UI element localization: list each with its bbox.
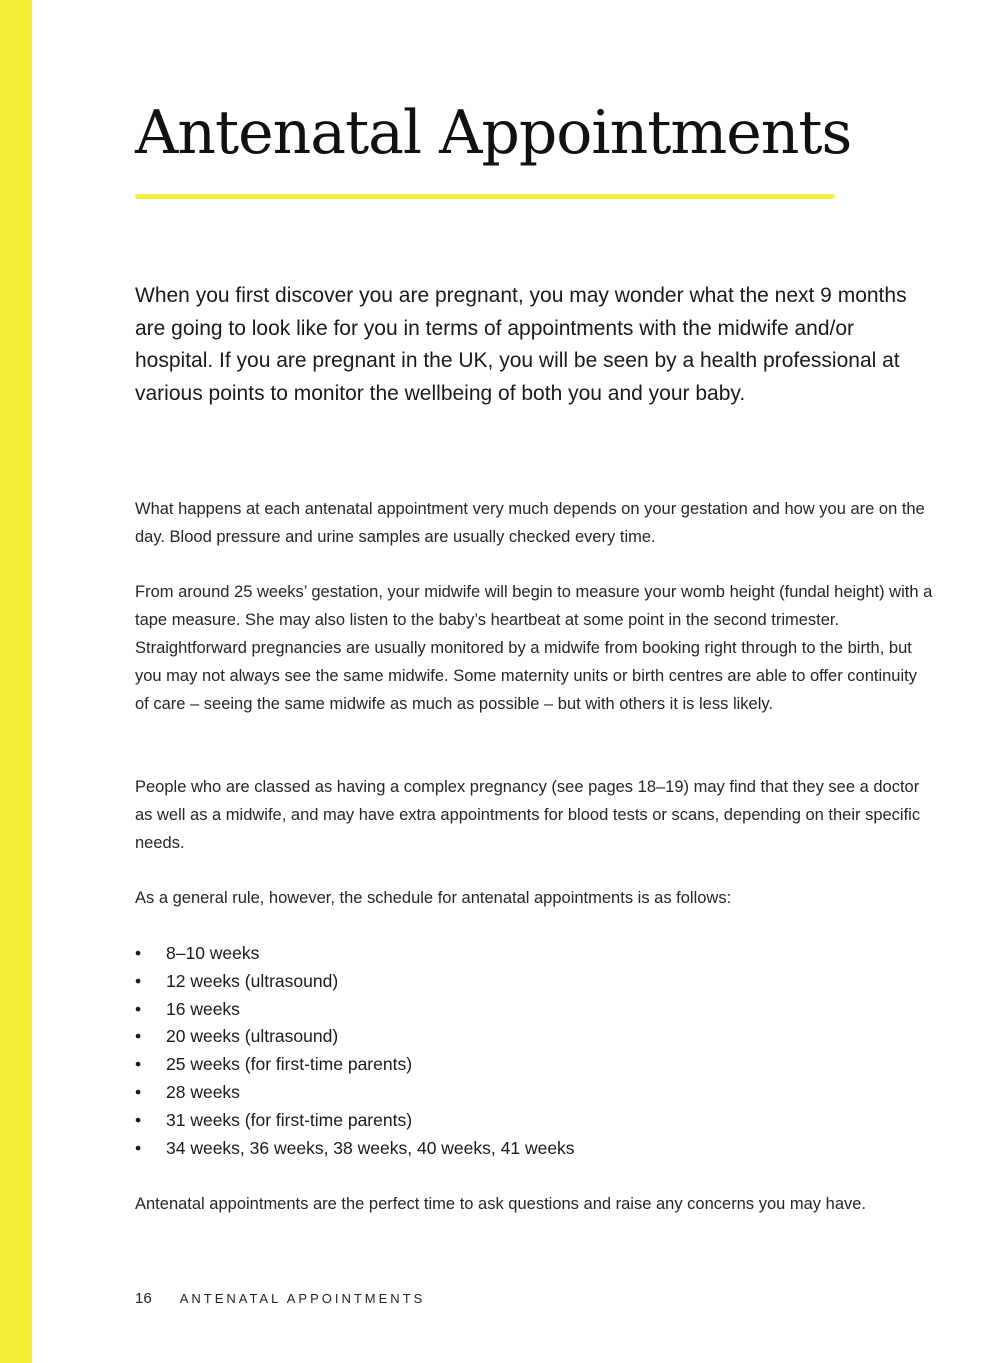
list-item-text: 31 weeks (for first-time parents) — [166, 1109, 413, 1130]
bullet-icon: • — [135, 1081, 142, 1102]
bullet-icon: • — [135, 998, 142, 1019]
body-paragraph-4: As a general rule, however, the schedule for antenatal appointments is as follows: — [135, 889, 732, 907]
page-title: Antenatal Appointments — [135, 98, 852, 168]
yellow-side-strip — [0, 0, 32, 1363]
list-item — [135, 968, 575, 996]
list-item — [135, 1023, 575, 1051]
list-item-text: 20 weeks (ultrasound) — [166, 1026, 339, 1047]
list-item — [135, 1051, 575, 1079]
page-footer — [135, 1290, 425, 1307]
title-underline — [135, 194, 835, 199]
list-item — [135, 1107, 575, 1135]
list-item — [135, 996, 575, 1024]
list-item — [135, 1079, 575, 1107]
bullet-icon: • — [135, 1026, 142, 1047]
bullet-icon: • — [135, 1109, 142, 1130]
list-item-text: 8–10 weeks — [166, 943, 260, 963]
list-item — [135, 1135, 575, 1163]
bullet-icon: • — [135, 1137, 142, 1158]
list-item-text: 12 weeks (ultrasound) — [166, 970, 339, 991]
list-item-text: 16 weeks — [166, 998, 240, 1019]
list-item-text: 28 weeks — [166, 1081, 240, 1102]
body-paragraph-1: What happens at each antenatal appointment very much depends on your gestation and how you are on the day. Blood pressure and urine samples are usually checked every time. — [135, 500, 925, 546]
page-number: 16 — [135, 1290, 152, 1307]
closing-paragraph: Antenatal appointments are the perfect time to ask questions and raise any concerns you may have. — [135, 1195, 867, 1213]
bullet-icon: • — [135, 943, 142, 963]
running-section-title: ANTENATAL APPOINTMENTS — [179, 1291, 426, 1306]
body-paragraph-2: From around 25 weeks’ gestation, your midwife will begin to measure your womb height (fundal height) with a tape measure. She may also listen to the baby’s heartbeat at some point in the second trimester. Straightforward pregnancies are usually monitored by a midwife from booking right through to the birth, but you may not always see the same midwife. Some maternity units or birth centres are able to offer continuity of care – seeing the same midwife as much as possible – but with others it is less likely. — [135, 583, 933, 713]
appointment-schedule-list — [135, 940, 575, 1162]
list-item-text: 25 weeks (for first-time parents) — [166, 1054, 413, 1075]
list-item — [135, 940, 575, 968]
body-paragraph-3: People who are classed as having a complex pregnancy (see pages 18–19) may find that they see a doctor as well as a midwife, and may have extra appointments for blood tests or scans, depending on their specific needs. — [135, 778, 921, 852]
intro-paragraph: When you first discover you are pregnant, you may wonder what the next 9 months are going to look like for you in terms of appointments with the midwife and/or hospital. If you are pregnant in the UK, you will be seen by a health professional at various points to monitor the wellbeing of both you and your baby. — [135, 284, 907, 405]
bullet-icon: • — [135, 1054, 142, 1075]
bullet-icon: • — [135, 970, 142, 991]
list-item-text: 34 weeks, 36 weeks, 38 weeks, 40 weeks, 41 weeks — [166, 1137, 575, 1158]
